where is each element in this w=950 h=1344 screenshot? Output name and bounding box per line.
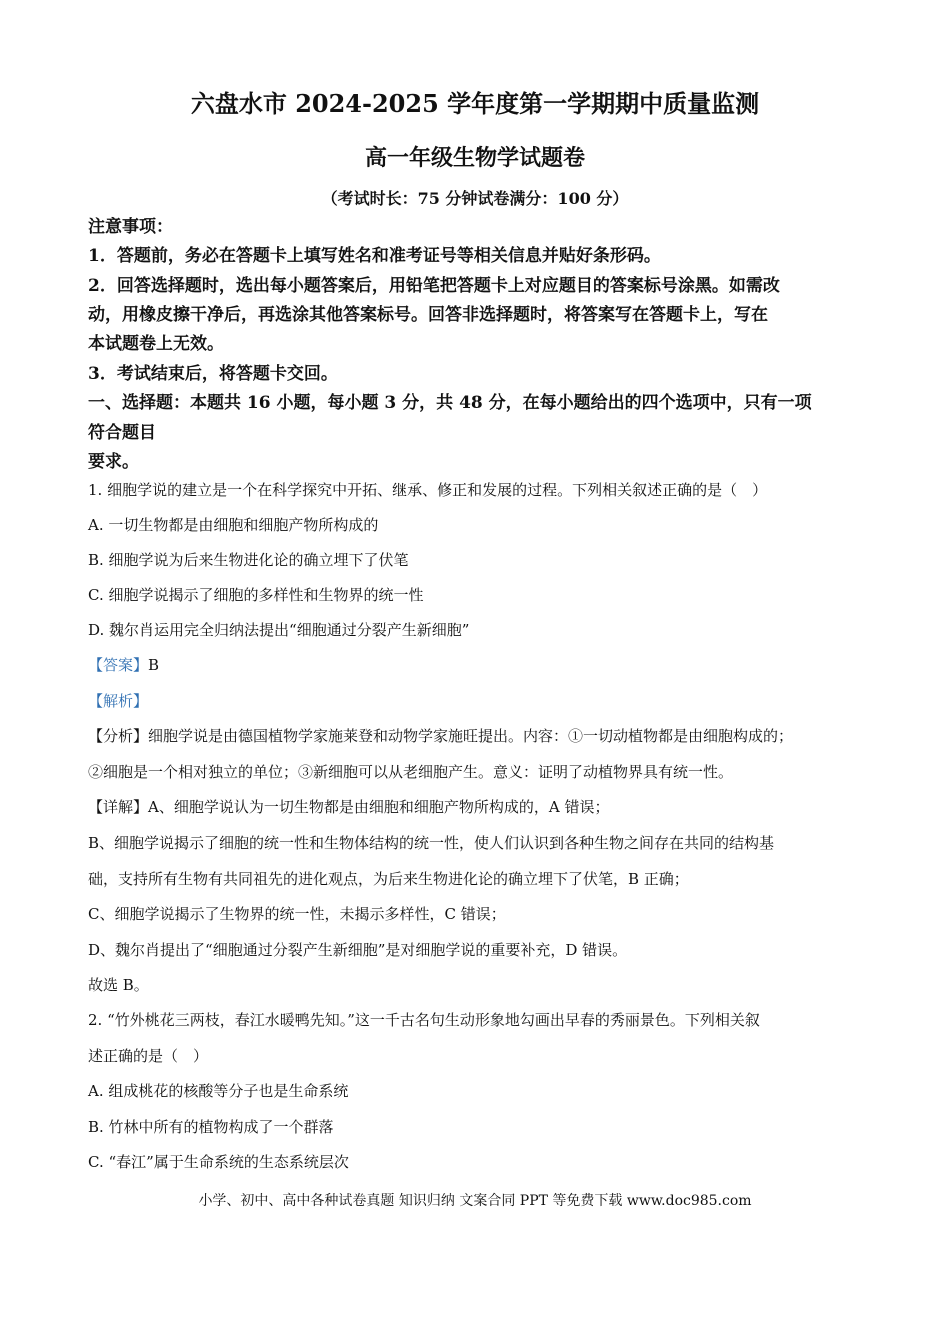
- q1-detail-line1: [88, 797, 609, 817]
- q1-detail-line2: B、细胞学说揭示了细胞的统一性和生物体结构的统一性，使人们认识到各种生物之间存在共同的结构基: [88, 834, 775, 852]
- fenxi-tag: 【分析】: [88, 727, 149, 745]
- exam-info: （考试时长：75 分钟试卷满分：100 分）: [321, 189, 629, 208]
- section-heading-line1: 一、选择题：本题共 16 小题，每小题 3 分，共 48 分，在每小题给出的四个选项中，只有一项: [88, 393, 812, 413]
- q2-stem-line2: 述正确的是（ ）: [88, 1047, 209, 1065]
- q1-detail-line5: D、魏尔肖提出了“细胞通过分裂产生新细胞”是对细胞学说的重要补充，D 错误。: [88, 941, 628, 959]
- q1-answer: [88, 655, 159, 675]
- q1-detail-line4: C、细胞学说揭示了生物界的统一性，未揭示多样性，C 错误；: [88, 905, 506, 923]
- notice-item-2-line2: 动，用橡皮擦干净后，再选涂其他答案标号。回答非选择题时，将答案写在答题卡上，写在: [88, 305, 768, 325]
- q1-conclusion: 故选 B。: [88, 976, 149, 994]
- exam-title: 六盘水市 2024-2025 学年度第一学期期中质量监测: [190, 89, 760, 118]
- q1-option-b: B. 细胞学说为后来生物进化论的确立埋下了伏笔: [88, 551, 409, 569]
- answer-value: B: [148, 656, 160, 674]
- q1-fenxi-line1: [88, 726, 793, 746]
- section-heading-line2: 符合题目: [88, 423, 156, 443]
- q2-stem-line1: 2. “竹外桃花三两枝，春江水暖鸭先知。”这一千古名句生动形象地勾画出早春的秀丽景色。下列相关叙: [88, 1011, 760, 1029]
- q2-option-a: A. 组成桃花的核酸等分子也是生命系统: [88, 1082, 349, 1100]
- q1-fenxi-line2: ②细胞是一个相对独立的单位；③新细胞可以从老细胞产生。意义：证明了动植物界具有统一性。: [88, 763, 734, 781]
- q2-option-c: C. “春江”属于生命系统的生态系统层次: [88, 1153, 349, 1171]
- notice-item-1: 1．答题前，务必在答题卡上填写姓名和准考证号等相关信息并贴好条形码。: [88, 246, 661, 266]
- q1-detail-line3: 础，支持所有生物有共同祖先的进化观点，为后来生物进化论的确立埋下了伏笔，B 正确；: [88, 870, 689, 888]
- q2-option-b: B. 竹林中所有的植物构成了一个群落: [88, 1118, 334, 1136]
- q1-analysis-tag: 【解析】: [88, 692, 149, 710]
- q1-stem: 1. 细胞学说的建立是一个在科学探究中开拓、继承、修正和发展的过程。下列相关叙述正确的是（ ）: [88, 481, 768, 499]
- notice-item-3: 3．考试结束后，将答题卡交回。: [88, 364, 338, 384]
- section-heading-line3: 要求。: [88, 452, 139, 472]
- notice-item-2-line1: 2．回答选择题时，选出每小题答案后，用铅笔把答题卡上对应题目的答案标号涂黑。如需改: [88, 276, 780, 296]
- exam-subtitle: 高一年级生物学试题卷: [364, 145, 585, 171]
- notice-heading: 注意事项：: [88, 217, 173, 237]
- q1-option-a: A. 一切生物都是由细胞和细胞产物所构成的: [88, 516, 379, 534]
- fenxi-text: 细胞学说是由德国植物学家施莱登和动物学家施旺提出。内容：①一切动植物都是由细胞构成的；: [148, 727, 794, 745]
- notice-item-2-line3: 本试题卷上无效。: [88, 334, 224, 354]
- q1-option-c: C. 细胞学说揭示了细胞的多样性和生物界的统一性: [88, 586, 424, 604]
- q1-option-d: D. 魏尔肖运用完全归纳法提出“细胞通过分裂产生新细胞”: [88, 621, 470, 639]
- page-footer: 小学、初中、高中各种试卷真题 知识归纳 文案合同 PPT 等免费下载 www.doc985.com: [198, 1193, 752, 1209]
- answer-tag: 【答案】: [88, 656, 149, 674]
- detail-text: A、细胞学说认为一切生物都是由细胞和细胞产物所构成的，A 错误；: [148, 798, 610, 816]
- detail-tag: 【详解】: [88, 798, 149, 816]
